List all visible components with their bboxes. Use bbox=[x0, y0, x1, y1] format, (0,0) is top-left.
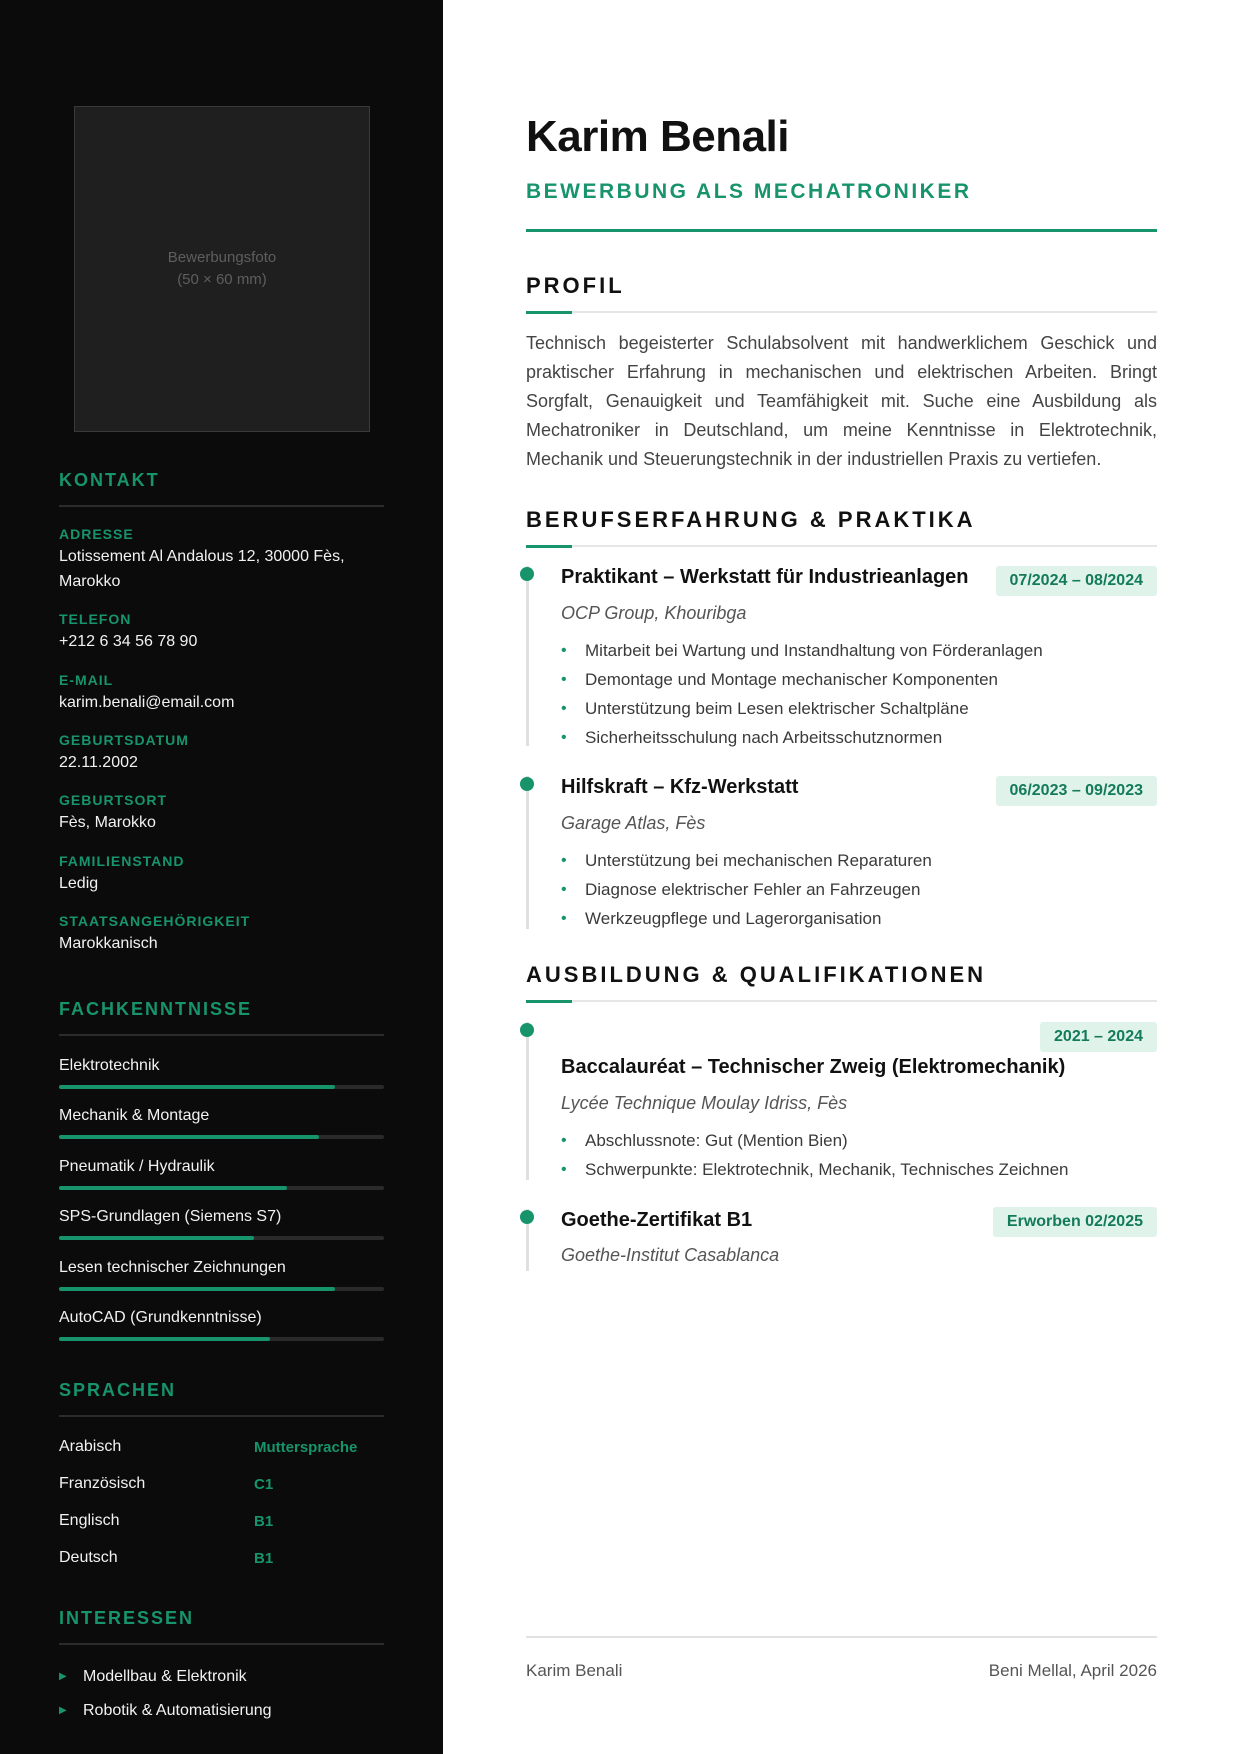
bullet-item: • Mitarbeit bei Wartung und Instandhaltung von Förderanlagen bbox=[561, 636, 1043, 665]
language-name: Französisch bbox=[59, 1475, 146, 1492]
section-divider bbox=[526, 545, 1157, 547]
contact-value: +212 6 34 56 78 90 bbox=[59, 633, 198, 650]
date-badge: Erworben 02/2025 bbox=[993, 1207, 1157, 1237]
profile-heading-block bbox=[526, 273, 1157, 313]
bullet-item: • Abschlussnote: Gut (Mention Bien) bbox=[561, 1126, 1069, 1155]
skill-bar-fill bbox=[59, 1337, 270, 1341]
skill-name: Elektrotechnik bbox=[59, 1057, 160, 1074]
contact-value: Lotissement Al Andalous 12, 30000 Fès, Marokko bbox=[59, 548, 345, 590]
timeline-dot bbox=[520, 777, 534, 791]
triangle-bullet-icon: ▶ bbox=[59, 1705, 67, 1716]
interest-label: Robotik & Automatisierung bbox=[83, 1702, 272, 1719]
section-divider bbox=[526, 1000, 1157, 1002]
contact-section bbox=[59, 470, 384, 970]
photo-label: Bewerbungsfoto bbox=[167, 249, 277, 266]
contact-value[interactable]: karim.benali@email.com bbox=[59, 694, 235, 711]
skill-name: AutoCAD (Grundkenntnisse) bbox=[59, 1309, 262, 1326]
footer-place-date: Beni Mellal, April 2026 bbox=[988, 1661, 1157, 1680]
bullet-item: • Sicherheitsschulung nach Arbeitsschutznormen bbox=[561, 723, 1043, 752]
applicant-name: Karim Benali bbox=[526, 112, 789, 161]
skill-bar-fill bbox=[59, 1236, 254, 1240]
skill-bar-track bbox=[59, 1337, 384, 1341]
experience-heading: BERUFSERFAHRUNG & PRAKTIKA bbox=[526, 507, 976, 532]
skill-item bbox=[59, 1309, 384, 1341]
education-heading-block bbox=[526, 962, 1157, 1002]
timeline-dot bbox=[520, 567, 534, 581]
application-subtitle: BEWERBUNG ALS MECHATRONIKER bbox=[526, 180, 972, 203]
date-badge: 2021 – 2024 bbox=[1040, 1022, 1157, 1052]
bullet-item: • Unterstützung beim Lesen elektrischer Schaltpläne bbox=[561, 694, 1043, 723]
timeline-dot bbox=[520, 1210, 534, 1224]
skill-bar-fill bbox=[59, 1186, 287, 1190]
contact-phone bbox=[59, 611, 384, 654]
language-name: Arabisch bbox=[59, 1438, 122, 1455]
contact-address bbox=[59, 526, 384, 594]
contact-label: FAMILIENSTAND bbox=[59, 853, 185, 869]
profile-text: Technisch begeisterter Schulabsolvent mit handwerklichem Geschick und praktischer Erfahrung in mechanischen und elektrischen Arbeiten. Bringt Sorgfalt, Genauigkeit und Teamfähigkeit mit. Suche eine Ausbildung als Mechatroniker in Deutschland, um meine Kenntnisse in Elektrotechnik, Mechanik und Steuerungstechnik in der industriellen Praxis zu vertiefen. bbox=[526, 333, 1157, 469]
contact-marital-status bbox=[59, 853, 384, 896]
entry-organization: Goethe-Institut Casablanca bbox=[561, 1245, 780, 1265]
interests-heading: INTERESSEN bbox=[59, 1608, 384, 1645]
languages-heading: SPRACHEN bbox=[59, 1380, 384, 1417]
contact-email bbox=[59, 672, 384, 715]
language-name: Deutsch bbox=[59, 1549, 118, 1566]
entry-title: Goethe-Zertifikat B1 bbox=[561, 1209, 753, 1231]
entry-title: Praktikant – Werkstatt für Industrieanlagen bbox=[561, 566, 969, 588]
date-badge: 07/2024 – 08/2024 bbox=[996, 566, 1157, 596]
contact-birthplace bbox=[59, 792, 384, 835]
interest-item bbox=[59, 1668, 247, 1686]
skill-bar-track bbox=[59, 1236, 384, 1240]
skills-section bbox=[59, 999, 384, 1349]
contact-label: GEBURTSDATUM bbox=[59, 732, 189, 748]
section-divider bbox=[526, 311, 1157, 313]
experience-entry bbox=[526, 776, 1157, 929]
education-entry bbox=[526, 1022, 1157, 1180]
entry-title: Hilfskraft – Kfz-Werkstatt bbox=[561, 776, 799, 798]
experience-entry bbox=[526, 566, 1157, 746]
contact-label: ADRESSE bbox=[59, 526, 134, 542]
profile-heading: PROFIL bbox=[526, 273, 625, 298]
bullet-item: • Demontage und Montage mechanischer Komponenten bbox=[561, 665, 1043, 694]
contact-value: Ledig bbox=[59, 875, 99, 892]
skill-name: SPS-Grundlagen (Siemens S7) bbox=[59, 1208, 282, 1225]
language-level: Muttersprache bbox=[254, 1439, 358, 1456]
entry-organization: Lycée Technique Moulay Idriss, Fès bbox=[561, 1093, 848, 1113]
skill-bar-fill bbox=[59, 1287, 335, 1291]
title-divider bbox=[526, 229, 1157, 232]
skill-bar-fill bbox=[59, 1135, 319, 1139]
entry-organization: OCP Group, Khouribga bbox=[561, 603, 747, 623]
contact-label: E-MAIL bbox=[59, 672, 114, 688]
bullet-item: • Diagnose elektrischer Fehler an Fahrzeugen bbox=[561, 875, 932, 904]
skill-name: Mechanik & Montage bbox=[59, 1107, 210, 1124]
entry-bullets bbox=[561, 846, 932, 933]
interest-item bbox=[59, 1702, 272, 1720]
contact-value: 22.11.2002 bbox=[59, 754, 138, 771]
interest-label: Modellbau & Elektronik bbox=[83, 1668, 247, 1685]
date-badge: 06/2023 – 09/2023 bbox=[996, 776, 1157, 806]
photo-placeholder bbox=[74, 106, 370, 432]
timeline-dot bbox=[520, 1023, 534, 1037]
contact-value: Marokkanisch bbox=[59, 935, 158, 952]
entry-title: Baccalauréat – Technischer Zweig (Elektromechanik) bbox=[561, 1056, 1066, 1078]
skill-bar-track bbox=[59, 1135, 384, 1139]
skill-bar-track bbox=[59, 1085, 384, 1089]
education-heading: AUSBILDUNG & QUALIFIKATIONEN bbox=[526, 962, 987, 987]
skill-item bbox=[59, 1259, 384, 1291]
skill-bar-track bbox=[59, 1287, 384, 1291]
language-level: B1 bbox=[254, 1513, 274, 1530]
bullet-item: • Schwerpunkte: Elektrotechnik, Mechanik, Technisches Zeichnen bbox=[561, 1155, 1069, 1184]
language-level: B1 bbox=[254, 1550, 274, 1567]
sidebar bbox=[0, 0, 443, 1754]
entry-organization: Garage Atlas, Fès bbox=[561, 813, 706, 833]
contact-value: Fès, Marokko bbox=[59, 814, 156, 831]
contact-label: STAATSANGEHÖRIGKEIT bbox=[59, 913, 251, 929]
contact-label: TELEFON bbox=[59, 611, 132, 627]
skill-item bbox=[59, 1107, 384, 1139]
education-entry bbox=[526, 1209, 1157, 1271]
interests-section bbox=[59, 1608, 384, 1728]
contact-nationality bbox=[59, 913, 384, 956]
footer-divider bbox=[526, 1636, 1157, 1638]
entry-bullets bbox=[561, 636, 1043, 752]
skill-bar-track bbox=[59, 1186, 384, 1190]
skill-bar-fill bbox=[59, 1085, 335, 1089]
skill-item bbox=[59, 1057, 384, 1089]
contact-label: GEBURTSORT bbox=[59, 792, 167, 808]
triangle-bullet-icon: ▶ bbox=[59, 1671, 67, 1682]
photo-size: (50 × 60 mm) bbox=[177, 271, 267, 288]
experience-heading-block bbox=[526, 507, 1157, 547]
skills-heading: FACHKENNTNISSE bbox=[59, 999, 384, 1036]
contact-birthdate bbox=[59, 732, 384, 775]
entry-bullets bbox=[561, 1126, 1069, 1184]
languages-section bbox=[59, 1380, 384, 1580]
skill-name: Lesen technischer Zeichnungen bbox=[59, 1259, 286, 1276]
bullet-item: • Unterstützung bei mechanischen Reparaturen bbox=[561, 846, 932, 875]
language-name: Englisch bbox=[59, 1512, 120, 1529]
footer-name: Karim Benali bbox=[526, 1661, 623, 1680]
bullet-item: • Werkzeugpflege und Lagerorganisation bbox=[561, 904, 932, 933]
language-level: C1 bbox=[254, 1476, 274, 1493]
skill-item bbox=[59, 1158, 384, 1190]
contact-heading: KONTAKT bbox=[59, 470, 384, 507]
skill-item bbox=[59, 1208, 384, 1240]
skill-name: Pneumatik / Hydraulik bbox=[59, 1158, 215, 1175]
